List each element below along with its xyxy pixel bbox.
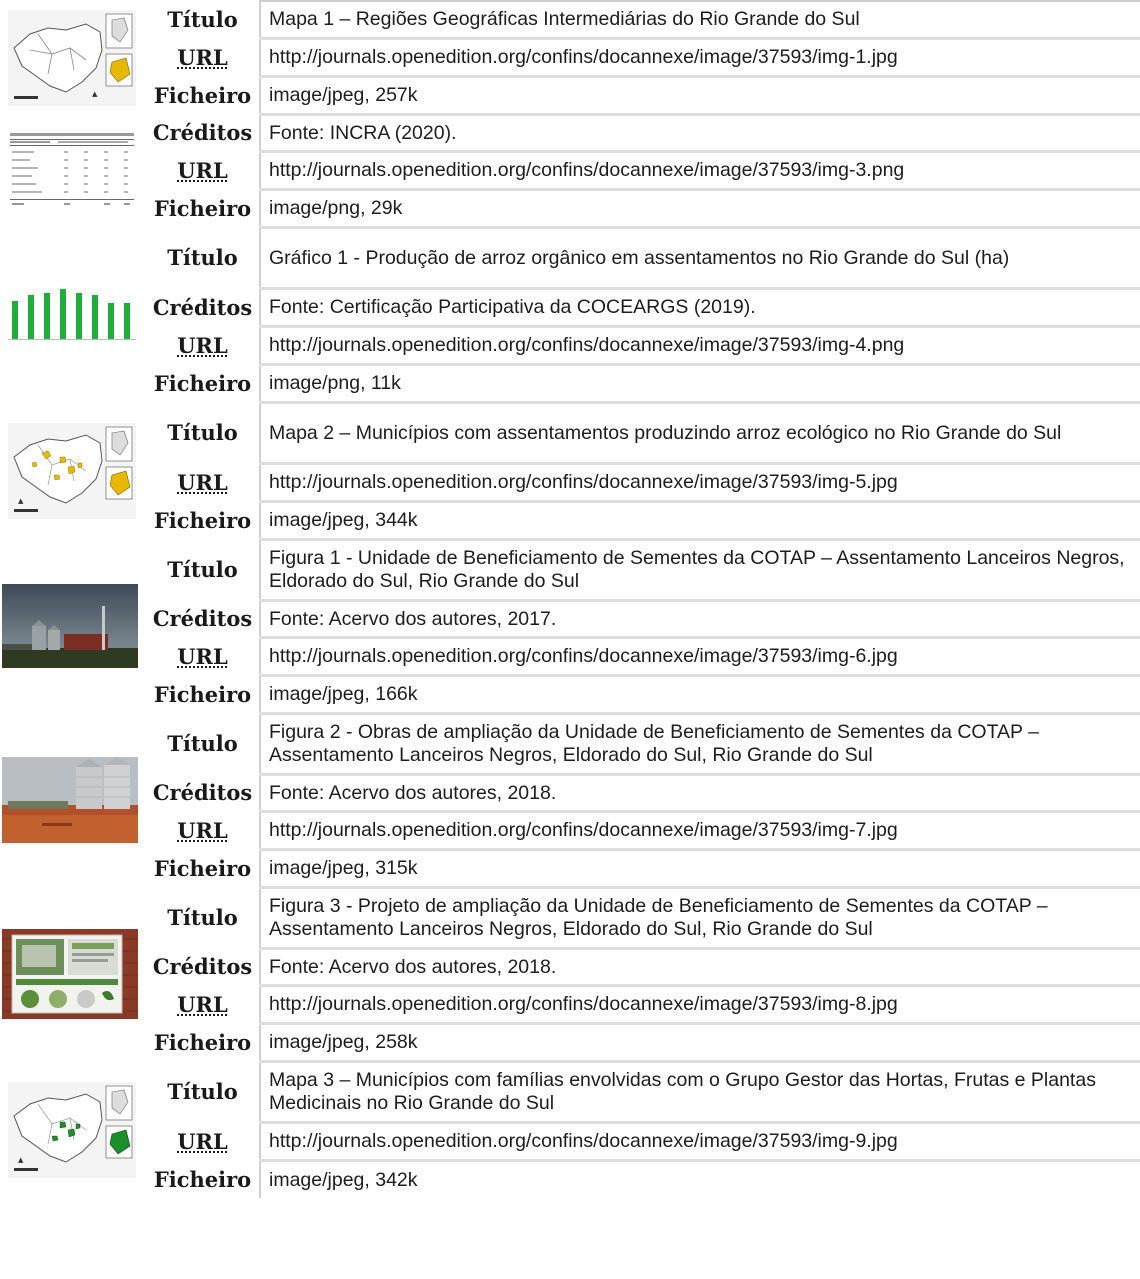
label-ficheiro: Ficheiro [153, 855, 252, 881]
titulo-value: Figura 1 - Unidade de Beneficiamento de Sementes da COTAP – Assentamento Lanceiros Negros, Eldorado do Sul, Rio Grande do Sul [260, 539, 1140, 600]
ficheiro-value: image/png, 29k [260, 189, 1140, 227]
row-titulo [0, 1061, 1140, 1122]
row-creditos [0, 774, 1140, 811]
label-url-text: URL [177, 332, 228, 358]
label-ficheiro: Ficheiro [153, 507, 252, 533]
label-url-text: URL [177, 469, 228, 495]
titulo-value: Figura 3 - Projeto de ampliação da Unidade de Beneficiamento de Sementes da COTAP – Assentamento Lanceiros Negros, Eldorado do Sul, Rio Grande do Sul [260, 887, 1140, 948]
label-titulo: Título [167, 557, 238, 582]
url-value[interactable]: http://journals.openedition.org/confins/docannexe/image/37593/img-1.jpg [260, 38, 1140, 76]
label-url [146, 637, 260, 675]
creditos-value: Fonte: Certificação Participativa da COCEARGS (2019). [260, 288, 1140, 326]
label-ficheiro: Ficheiro [153, 82, 252, 108]
row-ficheiro [0, 501, 1140, 539]
table-thumbnail[interactable] [8, 129, 146, 213]
label-ficheiro: Ficheiro [153, 1166, 252, 1192]
row-titulo [0, 1, 1140, 38]
label-url-text: URL [177, 643, 228, 669]
label-creditos: Créditos [152, 606, 253, 631]
ficheiro-value: image/jpeg, 342k [260, 1160, 1140, 1198]
ficheiro-value: image/jpeg, 344k [260, 501, 1140, 539]
ficheiro-value: image/jpeg, 166k [260, 675, 1140, 713]
url-value[interactable]: http://journals.openedition.org/confins/docannexe/image/37593/img-6.jpg [260, 637, 1140, 675]
label-url-text: URL [177, 157, 228, 183]
thumbnail-cell[interactable] [0, 227, 146, 402]
thumbnail-cell[interactable] [0, 114, 146, 227]
creditos-value: Fonte: Acervo dos autores, 2018. [260, 948, 1140, 985]
thumbnail-cell[interactable] [0, 1, 146, 114]
thumbnail-cell[interactable] [0, 1061, 146, 1198]
ficheiro-value: image/jpeg, 257k [260, 76, 1140, 114]
row-url [0, 463, 1140, 501]
row-url [0, 637, 1140, 675]
row-creditos [0, 114, 1140, 151]
label-url-text: URL [177, 44, 228, 70]
label-titulo: Título [167, 731, 238, 756]
row-ficheiro [0, 364, 1140, 402]
svg-text:▲: ▲ [18, 1155, 24, 1164]
label-url-text: URL [177, 991, 228, 1017]
ficheiro-value: image/png, 11k [260, 364, 1140, 402]
map-thumbnail-rs-regions[interactable] [8, 10, 146, 106]
label-creditos: Créditos [152, 120, 253, 145]
creditos-value: Fonte: Acervo dos autores, 2017. [260, 600, 1140, 637]
ficheiro-value: image/jpeg, 315k [260, 849, 1140, 887]
map-thumbnail-gardens[interactable] [8, 1082, 146, 1178]
row-creditos [0, 600, 1140, 637]
label-titulo: Título [167, 7, 238, 32]
thumbnail-cell[interactable] [0, 887, 146, 1061]
creditos-value: Fonte: INCRA (2020). [260, 114, 1140, 151]
titulo-value: Mapa 1 – Regiões Geográficas Intermediárias do Rio Grande do Sul [260, 1, 1140, 38]
label-url [146, 463, 260, 501]
titulo-value: Gráfico 1 - Produção de arroz orgânico em assentamentos no Rio Grande do Sul (ha) [260, 227, 1140, 288]
photo-thumbnail-project-board[interactable] [2, 929, 146, 1019]
titulo-value: Figura 2 - Obras de ampliação da Unidade de Beneficiamento de Sementes da COTAP – Assentamento Lanceiros Negros, Eldorado do Sul, Rio Grande do Sul [260, 713, 1140, 774]
label-titulo: Título [167, 420, 238, 445]
row-ficheiro [0, 1023, 1140, 1061]
bar-chart-thumbnail[interactable] [8, 285, 146, 345]
url-value[interactable]: http://journals.openedition.org/confins/docannexe/image/37593/img-7.jpg [260, 811, 1140, 849]
thumbnail-cell[interactable] [0, 402, 146, 539]
row-creditos [0, 288, 1140, 326]
row-titulo [0, 402, 1140, 463]
row-url [0, 985, 1140, 1023]
row-titulo [0, 887, 1140, 948]
label-creditos: Créditos [152, 954, 253, 979]
url-value[interactable]: http://journals.openedition.org/confins/docannexe/image/37593/img-5.jpg [260, 463, 1140, 501]
row-url [0, 151, 1140, 189]
row-ficheiro [0, 76, 1140, 114]
row-titulo [0, 713, 1140, 774]
thumbnail-cell[interactable] [0, 539, 146, 713]
url-value[interactable]: http://journals.openedition.org/confins/docannexe/image/37593/img-3.png [260, 151, 1140, 189]
photo-thumbnail-silos-construction[interactable] [2, 757, 146, 843]
label-url [146, 151, 260, 189]
creditos-value: Fonte: Acervo dos autores, 2018. [260, 774, 1140, 811]
svg-text:▲: ▲ [18, 496, 24, 505]
label-url [146, 326, 260, 364]
row-ficheiro [0, 849, 1140, 887]
label-url [146, 1122, 260, 1160]
thumbnail-cell[interactable] [0, 713, 146, 887]
url-value[interactable]: http://journals.openedition.org/confins/docannexe/image/37593/img-8.jpg [260, 985, 1140, 1023]
titulo-value: Mapa 2 – Municípios com assentamentos produzindo arroz ecológico no Rio Grande do Sul [260, 402, 1140, 463]
row-ficheiro [0, 1160, 1140, 1198]
label-url [146, 38, 260, 76]
label-creditos: Créditos [152, 294, 253, 320]
photo-thumbnail-silos-sky[interactable] [2, 584, 146, 668]
label-titulo: Título [167, 1079, 238, 1104]
row-url [0, 326, 1140, 364]
label-ficheiro: Ficheiro [153, 370, 252, 396]
label-titulo: Título [167, 245, 238, 270]
url-value[interactable]: http://journals.openedition.org/confins/docannexe/image/37593/img-4.png [260, 326, 1140, 364]
label-url-text: URL [177, 1128, 228, 1154]
label-creditos: Créditos [152, 780, 253, 805]
row-ficheiro [0, 675, 1140, 713]
svg-text:▲: ▲ [92, 89, 98, 98]
label-titulo: Título [167, 905, 238, 930]
row-url [0, 38, 1140, 76]
label-url [146, 985, 260, 1023]
row-titulo [0, 227, 1140, 288]
label-url-text: URL [177, 817, 228, 843]
url-value[interactable]: http://journals.openedition.org/confins/docannexe/image/37593/img-9.jpg [260, 1122, 1140, 1160]
map-thumbnail-rice[interactable] [8, 423, 146, 519]
label-ficheiro: Ficheiro [153, 1029, 252, 1055]
label-url [146, 811, 260, 849]
label-ficheiro: Ficheiro [153, 195, 252, 221]
titulo-value: Mapa 3 – Municípios com famílias envolvidas com o Grupo Gestor das Hortas, Frutas e Plantas Medicinais no Rio Grande do Sul [260, 1061, 1140, 1122]
row-url [0, 811, 1140, 849]
label-ficheiro: Ficheiro [153, 681, 252, 707]
row-url [0, 1122, 1140, 1160]
row-titulo [0, 539, 1140, 600]
ficheiro-value: image/jpeg, 258k [260, 1023, 1140, 1061]
row-creditos [0, 948, 1140, 985]
row-ficheiro [0, 189, 1140, 227]
